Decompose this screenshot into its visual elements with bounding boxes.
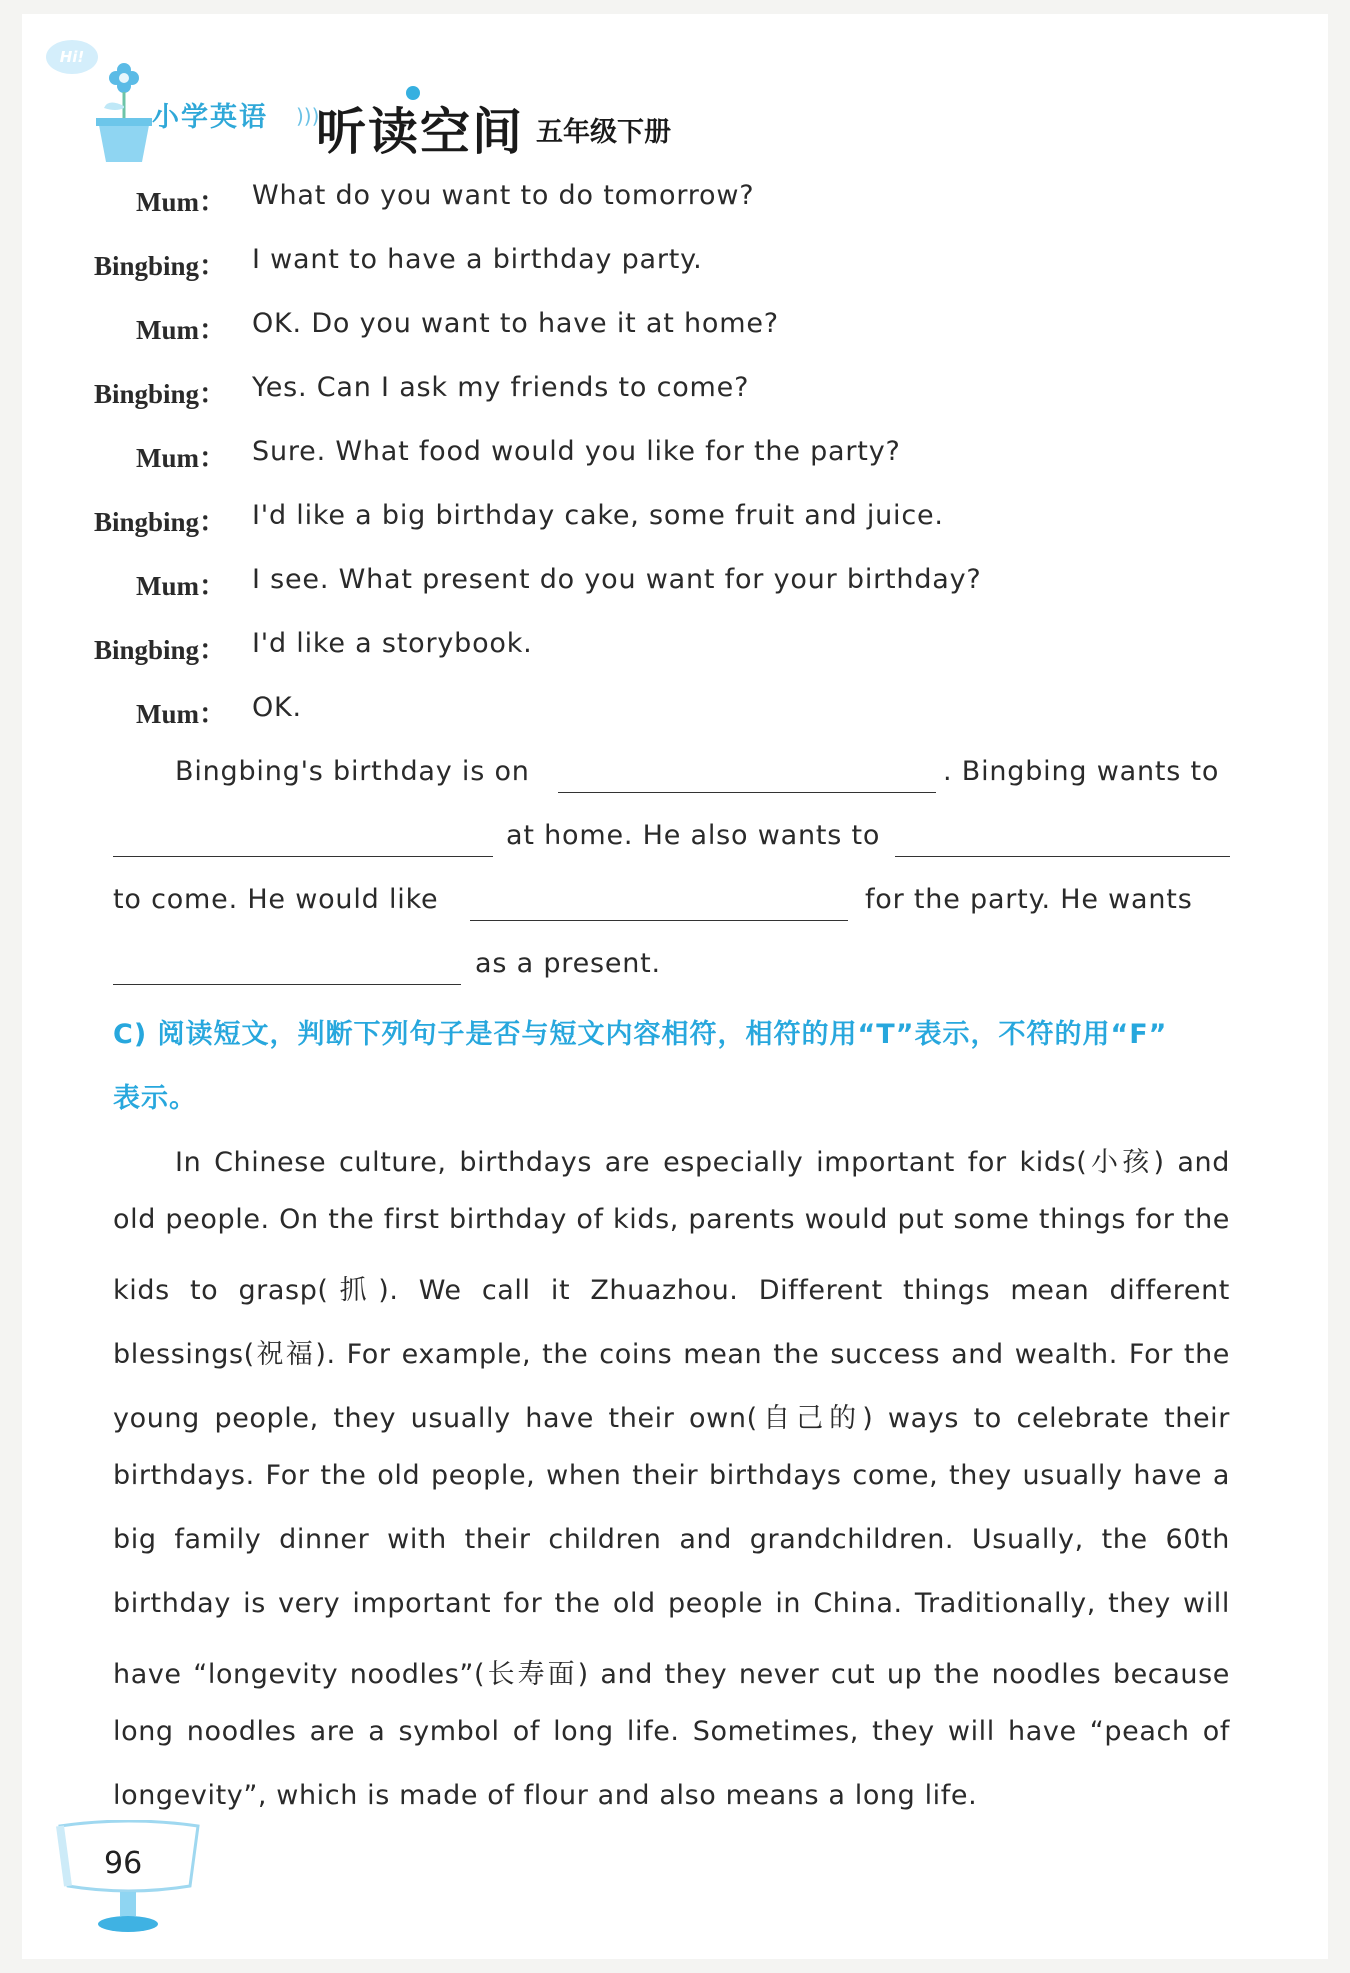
sound-wave-icon: ))) xyxy=(296,104,320,128)
answer-blank[interactable] xyxy=(113,984,461,985)
passage-line: long noodles are a symbol of long life. Sometimes, they will have “peach of xyxy=(113,1716,1230,1747)
line-text: I see. What present do you want for your birthday? xyxy=(252,564,982,595)
grade-label: 五年级下册 xyxy=(536,117,671,148)
passage-line: In Chinese culture, birthdays are especially important for kids(小孩) and xyxy=(175,1147,1230,1178)
speaker: Bingbing ： xyxy=(0,244,226,283)
dialogue-line xyxy=(0,308,1300,348)
speaker: Mum ： xyxy=(0,308,226,347)
summary-text: . Bingbing wants to xyxy=(943,756,1220,787)
speaker: Mum ： xyxy=(0,564,226,603)
speaker: Bingbing ： xyxy=(0,372,226,411)
answer-blank[interactable] xyxy=(558,792,936,793)
passage-line: longevity”, which is made of flour and also means a long life. xyxy=(113,1780,978,1811)
passage-line: blessings(祝福). For example, the coins mean the success and wealth. For the xyxy=(113,1339,1230,1370)
dialogue-line xyxy=(0,628,1300,668)
dialogue-line xyxy=(0,500,1300,540)
summary-row xyxy=(113,948,1230,988)
series-title-big: 听读空间 xyxy=(316,103,524,161)
section-c-instruction: C) 阅读短文，判断下列句子是否与短文内容相符，相符的用“T”表示，不符的用“F” xyxy=(113,1019,1168,1050)
page-number: 96 xyxy=(104,1846,143,1881)
summary-text: for the party. He wants xyxy=(865,884,1193,915)
dialogue-line xyxy=(0,180,1300,220)
summary-text: Bingbing's birthday is on xyxy=(175,756,530,787)
dialogue-line xyxy=(0,692,1300,732)
dialogue-line xyxy=(0,564,1300,604)
answer-blank[interactable] xyxy=(895,856,1230,857)
summary-text: to come. He would like xyxy=(113,884,439,915)
line-text: I'd like a big birthday cake, some fruit and juice. xyxy=(252,500,944,531)
line-text: OK. Do you want to have it at home? xyxy=(252,308,779,339)
dialogue-line xyxy=(0,436,1300,476)
passage-line: birthday is very important for the old people in China. Traditionally, they will xyxy=(113,1588,1230,1619)
hi-bubble-icon: Hi! xyxy=(46,40,98,74)
answer-blank[interactable] xyxy=(113,856,493,857)
dialogue-line xyxy=(0,372,1300,412)
line-text: What do you want to do tomorrow? xyxy=(252,180,755,211)
flower-pot-icon xyxy=(92,58,154,164)
summary-row xyxy=(113,756,1230,796)
line-text: I'd like a storybook. xyxy=(252,628,533,659)
line-text: I want to have a birthday party. xyxy=(252,244,703,275)
line-text: Yes. Can I ask my friends to come? xyxy=(252,372,750,403)
passage-line: big family dinner with their children and grandchildren. Usually, the 60th xyxy=(113,1524,1230,1555)
summary-row xyxy=(113,820,1230,860)
line-text: OK. xyxy=(252,692,302,723)
passage-line: birthdays. For the old people, when their birthdays come, they usually have a xyxy=(113,1460,1230,1491)
speaker: Mum ： xyxy=(0,436,226,475)
speaker: Bingbing ： xyxy=(0,500,226,539)
passage-line: young people, they usually have their own(自己的) ways to celebrate their xyxy=(113,1403,1230,1434)
speaker: Bingbing ： xyxy=(0,628,226,667)
passage-line: kids to grasp(抓). We call it Zhuazhou. Different things mean different xyxy=(113,1275,1230,1306)
series-title-small: 小学英语 xyxy=(152,102,268,133)
answer-blank[interactable] xyxy=(470,920,848,921)
summary-text: as a present. xyxy=(475,948,661,979)
line-text: Sure. What food would you like for the party? xyxy=(252,436,901,467)
passage-line: old people. On the first birthday of kids, parents would put some things for the xyxy=(113,1204,1230,1235)
title-dot-icon xyxy=(406,86,420,100)
summary-text: at home. He also wants to xyxy=(506,820,881,851)
dialogue-line xyxy=(0,244,1300,284)
section-c-instruction: 表示。 xyxy=(113,1083,197,1114)
speaker: Mum ： xyxy=(0,180,226,219)
passage-line: have “longevity noodles”(长寿面) and they never cut up the noodles because xyxy=(113,1659,1230,1690)
speaker: Mum ： xyxy=(0,692,226,731)
summary-row xyxy=(113,884,1230,924)
